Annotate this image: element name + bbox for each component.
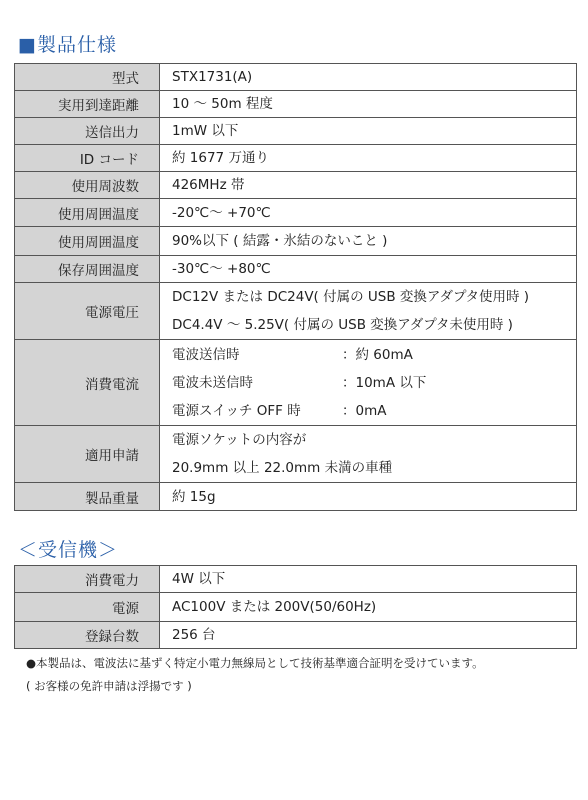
current-condition: 電源スイッチ OFF 時 xyxy=(172,402,301,419)
spec-value xyxy=(160,227,577,256)
spec-label: 電源 xyxy=(15,593,160,622)
spec-label: 使用周波数 xyxy=(15,172,160,199)
spec-row xyxy=(15,622,577,649)
spec-value xyxy=(160,483,577,511)
spec-value xyxy=(160,145,577,172)
spec-label: 送信出力 xyxy=(15,118,160,145)
spec-value-line: 1mW 以下 xyxy=(172,122,239,139)
spec-label: 保存周囲温度 xyxy=(15,256,160,283)
spec-row xyxy=(15,593,577,622)
spec-row xyxy=(15,172,577,199)
spec-value xyxy=(160,64,577,91)
spec-value-line: 電源ソケットの内容が xyxy=(172,432,307,448)
spec-value-line: 4W 以下 xyxy=(172,570,226,587)
spec-value-line: STX1731(A) xyxy=(172,68,253,85)
spec-value-line: 20.9mm 以上 22.0mm 未満の車種 xyxy=(172,460,393,476)
spec-label: 電源電圧 xyxy=(15,283,160,340)
spec-label: 適用申請 xyxy=(15,426,160,483)
spec-label: ID コード xyxy=(15,145,160,172)
current-line xyxy=(172,369,576,397)
spec-label: 登録台数 xyxy=(15,622,160,649)
license-note: ( お客様の免許申請は浮揚です ) xyxy=(26,679,192,693)
spec-label: 使用周囲温度 xyxy=(15,227,160,256)
current-condition: 電波未送信時 xyxy=(172,374,253,391)
spec-row xyxy=(15,199,577,227)
spec-row xyxy=(15,256,577,283)
spec-value xyxy=(160,566,577,593)
section-title-receiver: ＜受信機＞ xyxy=(18,539,119,561)
spec-label: 消費電流 xyxy=(15,340,160,426)
current-value: ：約 60mA xyxy=(342,346,413,363)
spec-value xyxy=(160,593,577,622)
spec-value-line: 10 〜 50m 程度 xyxy=(172,95,273,112)
spec-row xyxy=(15,227,577,256)
current-line xyxy=(172,341,576,369)
spec-value-line: -20℃〜 +70℃ xyxy=(172,204,271,221)
spec-row xyxy=(15,91,577,118)
current-value: ：0mA xyxy=(342,402,387,419)
certification-note: ●本製品は、電波法に基ずく特定小電力無線局として技術基準適合証明を受けています。 xyxy=(26,656,484,670)
spec-value-line: 426MHz 帯 xyxy=(172,176,245,193)
spec-label: 型式 xyxy=(15,64,160,91)
spec-value xyxy=(160,256,577,283)
spec-row xyxy=(15,283,577,340)
spec-value-line: AC100V または 200V(50/60Hz) xyxy=(172,598,377,615)
spec-row xyxy=(15,118,577,145)
spec-value xyxy=(160,283,577,340)
spec-row xyxy=(15,566,577,593)
spec-row xyxy=(15,340,577,426)
spec-value-line: -30℃〜 +80℃ xyxy=(172,260,271,277)
spec-value-line: 約 15g xyxy=(172,488,216,505)
spec-value xyxy=(160,426,577,483)
spec-value xyxy=(160,340,577,426)
spec-value xyxy=(160,622,577,649)
spec-row xyxy=(15,145,577,172)
current-line xyxy=(172,397,576,425)
current-condition: 電波送信時 xyxy=(172,346,240,363)
spec-label: 実用到達距離 xyxy=(15,91,160,118)
spec-row xyxy=(15,483,577,511)
spec-value-line: 90%以下 ( 結露・氷結のないこと ) xyxy=(172,232,388,249)
spec-value xyxy=(160,199,577,227)
spec-value xyxy=(160,91,577,118)
spec-value xyxy=(160,172,577,199)
spec-label: 製品重量 xyxy=(15,483,160,511)
spec-value xyxy=(160,118,577,145)
spec-table xyxy=(14,63,577,511)
spec-value-line: DC12V または DC24V( 付属の USB 変換アダプタ使用時 ) xyxy=(172,289,530,305)
spec-row xyxy=(15,426,577,483)
receiver-spec-table xyxy=(14,565,577,649)
spec-row xyxy=(15,64,577,91)
spec-value-line: 256 台 xyxy=(172,626,216,643)
section-title-spec: ■製品仕様 xyxy=(18,34,117,56)
spec-label: 消費電力 xyxy=(15,566,160,593)
spec-label: 使用周囲温度 xyxy=(15,199,160,227)
spec-value-line: DC4.4V 〜 5.25V( 付属の USB 変換アダプタ未使用時 ) xyxy=(172,317,513,333)
current-value: ：10mA 以下 xyxy=(342,374,427,391)
spec-value-line: 約 1677 万通り xyxy=(172,149,269,166)
